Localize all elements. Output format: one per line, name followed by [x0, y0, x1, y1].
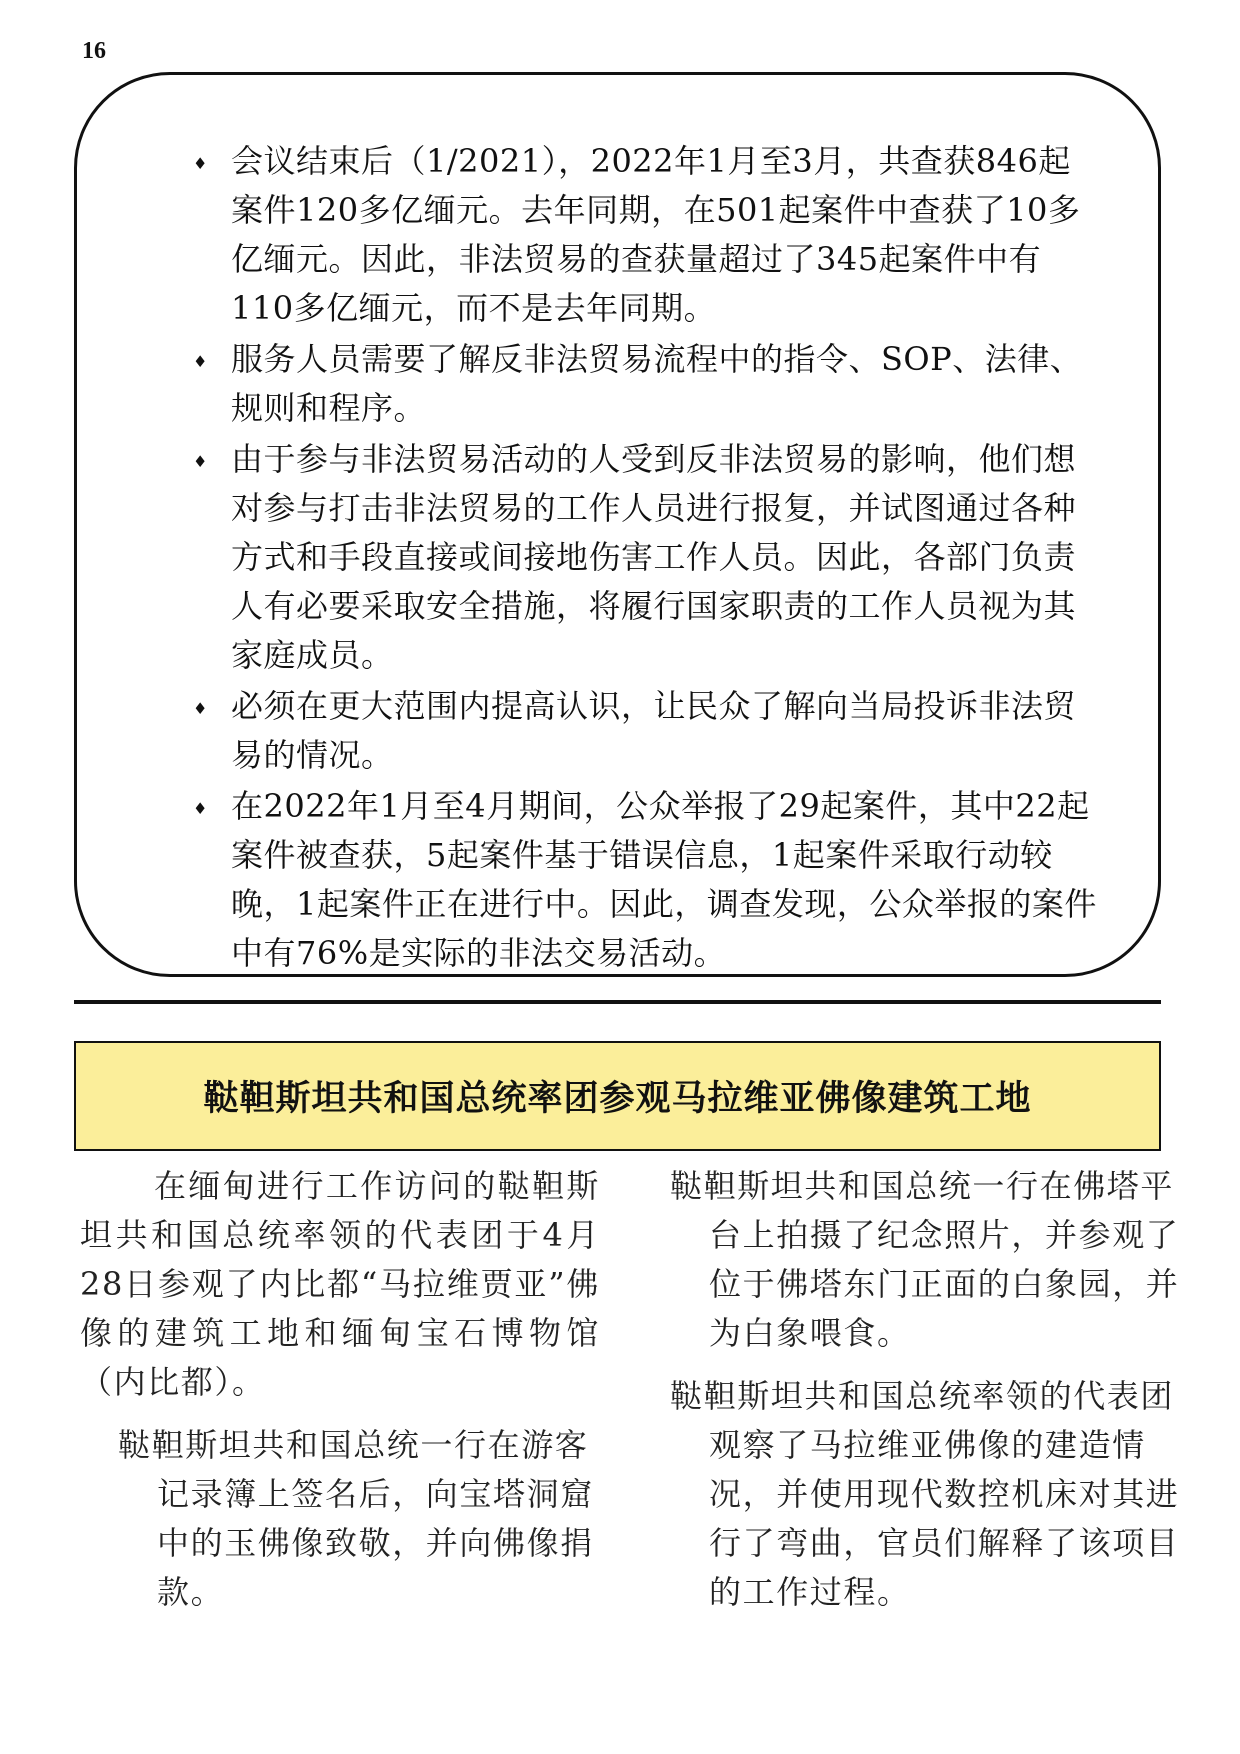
- bullet-text: 由于参与非法贸易活动的人受到反非法贸易的影响，他们想对参与打击非法贸易的工作人员进行报复，并试图通过各种方式和手段直接或间接地伤害工作人员。因此，各部门负责人有必要采取安全措施，将履行国家职责的工作人员视为其家庭成员。: [231, 440, 1077, 674]
- bullet-text: 必须在更大范围内提高认识，让民众了解向当局投诉非法贸易的情况。: [231, 687, 1077, 774]
- article-column-right: [670, 1162, 1190, 1631]
- diamond-bullet-icon: ♦: [193, 352, 208, 371]
- summary-box: [74, 72, 1161, 977]
- article-column-left: [80, 1162, 600, 1631]
- list-item: [157, 335, 1097, 433]
- bullet-list: [157, 137, 1097, 980]
- bullet-text: 在2022年1月至4月期间，公众举报了29起案件，其中22起案件被查获，5起案件基于错误信息，1起案件采取行动较晚，1起案件正在进行中。因此，调查发现，公众举报的案件中有76%是实际的非法交易活动。: [231, 787, 1097, 972]
- diamond-bullet-icon: ♦: [193, 699, 208, 718]
- paragraph: 在缅甸进行工作访问的鞑靼斯坦共和国总统率领的代表团于4月28日参观了内比都“马拉维贾亚”佛像的建筑工地和缅甸宝石博物馆（内比都）。: [80, 1167, 600, 1401]
- paragraph: 鞑靼斯坦共和国总统一行在佛塔平台上拍摄了纪念照片，并参观了位于佛塔东门正面的白象园，并为白象喂食。: [670, 1167, 1180, 1352]
- diamond-bullet-icon: ♦: [193, 799, 208, 818]
- page-number: 16: [82, 38, 106, 64]
- list-item: [157, 435, 1097, 680]
- paragraph: 鞑靼斯坦共和国总统一行在游客记录簿上签名后，向宝塔洞窟中的玉佛像致敬，并向佛像捐款。: [118, 1426, 594, 1611]
- bullet-text: 服务人员需要了解反非法贸易流程中的指令、SOP、法律、规则和程序。: [231, 340, 1083, 427]
- article-headline: 鞑靼斯坦共和国总统率团参观马拉维亚佛像建筑工地: [203, 1079, 1032, 1119]
- headline-banner: [74, 1041, 1161, 1151]
- list-item: [157, 137, 1097, 333]
- diamond-bullet-icon: ♦: [193, 154, 208, 173]
- paragraph: 鞑靼斯坦共和国总统率领的代表团观察了马拉维亚佛像的建造情况，并使用现代数控机床对其进行了弯曲，官员们解释了该项目的工作过程。: [670, 1377, 1180, 1611]
- list-item: [157, 782, 1097, 978]
- list-item: [157, 682, 1097, 780]
- diamond-bullet-icon: ♦: [193, 452, 208, 471]
- section-divider: [74, 1000, 1161, 1004]
- bullet-text: 会议结束后（1/2021），2022年1月至3月，共查获846起案件120多亿缅元。去年同期，在501起案件中查获了10多亿缅元。因此，非法贸易的查获量超过了345起案件中有110多亿缅元，而不是去年同期。: [231, 142, 1081, 327]
